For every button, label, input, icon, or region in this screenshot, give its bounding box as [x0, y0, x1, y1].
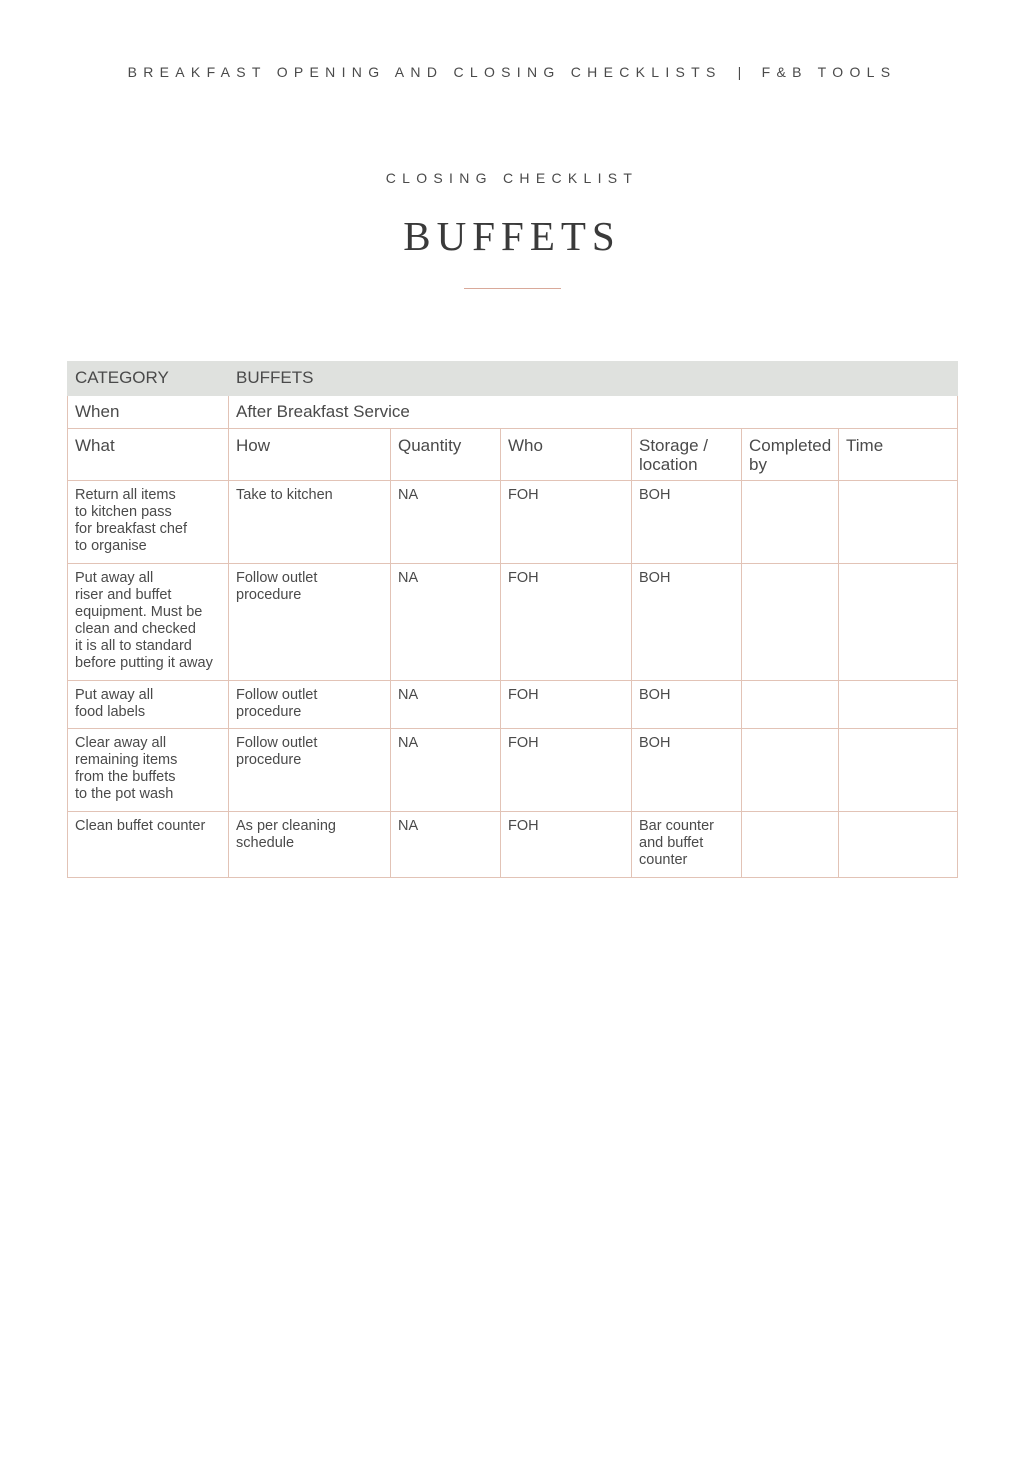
task-completed-by[interactable]: [742, 729, 839, 812]
task-who: FOH: [501, 729, 632, 812]
task-who: FOH: [501, 481, 632, 564]
header-separator: |: [737, 64, 748, 80]
closing-checklist-table: [67, 361, 958, 878]
task-quantity: NA: [391, 812, 501, 878]
column-header-time: Time: [839, 429, 958, 481]
column-header-completed-by: Completed by: [742, 429, 839, 481]
task-time[interactable]: [839, 729, 958, 812]
task-quantity: NA: [391, 481, 501, 564]
task-what: Clear away all remaining items from the buffets to the pot wash: [68, 729, 229, 812]
task-how: As per cleaning schedule: [229, 812, 391, 878]
category-row: [68, 362, 958, 396]
task-storage-location: Bar counter and buffet counter: [632, 812, 742, 878]
task-time[interactable]: [839, 681, 958, 729]
title-divider: [464, 288, 561, 289]
task-time[interactable]: [839, 481, 958, 564]
task-who: FOH: [501, 681, 632, 729]
task-storage-location: BOH: [632, 481, 742, 564]
task-completed-by[interactable]: [742, 681, 839, 729]
task-quantity: NA: [391, 681, 501, 729]
column-header-how: How: [229, 429, 391, 481]
column-header-what: What: [68, 429, 229, 481]
table-row: [68, 564, 958, 681]
column-header-row: [68, 429, 958, 481]
task-quantity: NA: [391, 729, 501, 812]
task-how: Follow outlet procedure: [229, 729, 391, 812]
task-time[interactable]: [839, 564, 958, 681]
task-how: Follow outlet procedure: [229, 681, 391, 729]
page-title: BUFFETS: [403, 213, 621, 259]
table-row: [68, 812, 958, 878]
when-label: When: [68, 396, 229, 429]
section-subtitle: CLOSING CHECKLIST: [385, 170, 639, 186]
task-what: Clean buffet counter: [68, 812, 229, 878]
column-header-quantity: Quantity: [391, 429, 501, 481]
task-completed-by[interactable]: [742, 812, 839, 878]
task-what: Put away all food labels: [68, 681, 229, 729]
task-time[interactable]: [839, 812, 958, 878]
table-row: [68, 729, 958, 812]
table-row: [68, 481, 958, 564]
when-value: After Breakfast Service: [229, 396, 958, 429]
table-row: [68, 681, 958, 729]
task-how: Take to kitchen: [229, 481, 391, 564]
when-row: [68, 396, 958, 429]
column-header-who: Who: [501, 429, 632, 481]
task-storage-location: BOH: [632, 564, 742, 681]
task-what: Put away all riser and buffet equipment. Must be clean and checked it is all to standard before putting it away: [68, 564, 229, 681]
task-who: FOH: [501, 564, 632, 681]
task-how: Follow outlet procedure: [229, 564, 391, 681]
column-header-storage: Storage / location: [632, 429, 742, 481]
header-brand: F&B TOOLS: [761, 64, 897, 80]
header-document-title: BREAKFAST OPENING AND CLOSING CHECKLISTS: [127, 64, 722, 80]
task-completed-by[interactable]: [742, 564, 839, 681]
task-what: Return all items to kitchen pass for breakfast chef to organise: [68, 481, 229, 564]
task-completed-by[interactable]: [742, 481, 839, 564]
task-storage-location: BOH: [632, 681, 742, 729]
category-label: CATEGORY: [68, 362, 229, 396]
task-who: FOH: [501, 812, 632, 878]
page-header: [0, 64, 1024, 80]
category-value: BUFFETS: [229, 362, 958, 396]
task-storage-location: BOH: [632, 729, 742, 812]
task-quantity: NA: [391, 564, 501, 681]
